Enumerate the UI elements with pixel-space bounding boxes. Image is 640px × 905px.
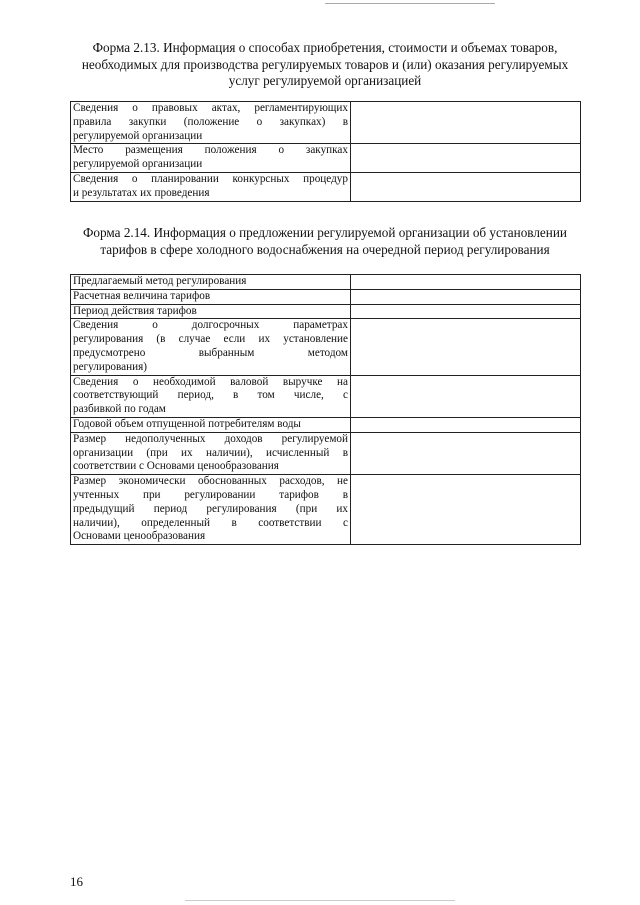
scan-edge-top <box>325 3 495 4</box>
row-value[interactable] <box>351 475 581 545</box>
table-row <box>71 417 581 432</box>
row-label-line: Сведения о правовых актах, регламентирующих <box>73 102 348 114</box>
row-label-line: и результатах их проведения <box>73 186 210 199</box>
row-value[interactable] <box>351 432 581 474</box>
row-label-line: Период действия тарифов <box>73 304 197 317</box>
table-row <box>71 475 581 545</box>
scan-edge-bottom <box>185 900 455 901</box>
row-value[interactable] <box>351 289 581 304</box>
row-label-line: регулирования (в случае если их установление <box>73 333 348 346</box>
row-label-line: Размер экономически обоснованных расходов, не <box>73 475 348 488</box>
table-row <box>71 172 581 201</box>
row-label-line: соответствии с Основами ценообразования <box>73 460 279 473</box>
row-label-line: Размер недополученных доходов регулируемой <box>73 432 348 445</box>
row-label-line: организации (при их наличии), исчисленный в <box>73 446 348 459</box>
title-line: Форма 2.13. Информация о способах приобретения, стоимости и объемах товаров, <box>92 40 558 55</box>
row-label <box>71 432 351 474</box>
row-label-line: регулирования) <box>73 360 147 373</box>
form-2-13-title <box>50 40 600 90</box>
row-label-line: регулируемой организации <box>73 158 203 171</box>
row-label-line: правила закупки (положение о закупках) в <box>73 115 348 128</box>
row-value[interactable] <box>351 417 581 432</box>
table-row <box>71 375 581 417</box>
row-value[interactable] <box>351 144 581 173</box>
table-row <box>71 102 581 144</box>
row-label-line: Расчетная величина тарифов <box>73 289 211 302</box>
row-label-line: предыдущий период регулирования (при их <box>73 502 348 515</box>
row-label-line: соответствующий период, в том числе, с <box>73 389 348 402</box>
row-label-line: Сведения о планировании конкурсных процедур <box>73 172 348 185</box>
row-label <box>71 304 351 319</box>
title-line: Форма 2.14. Информация о предложении регулируемой организации об установлении <box>83 225 567 240</box>
row-label-line: Годовой объем отпущенной потребителям воды <box>73 417 301 430</box>
title-line: услуг регулируемой организацией <box>228 73 422 88</box>
row-value[interactable] <box>351 319 581 375</box>
row-value[interactable] <box>351 275 581 290</box>
form-2-14-title <box>50 225 600 258</box>
row-value[interactable] <box>351 304 581 319</box>
table-row <box>71 275 581 290</box>
row-label-line: Место размещения положения о закупках <box>73 144 348 157</box>
row-label-line: регулируемой организации <box>73 129 203 142</box>
row-label-line: разбивкой по годам <box>73 403 166 416</box>
table-row <box>71 304 581 319</box>
row-value[interactable] <box>351 172 581 201</box>
table-row <box>71 289 581 304</box>
title-line: необходимых для производства регулируемых товаров и (или) оказания регулируемых <box>81 56 569 72</box>
row-value[interactable] <box>351 375 581 417</box>
row-label <box>71 275 351 290</box>
row-label-line: Основами ценообразования <box>73 530 206 543</box>
table-row <box>71 319 581 375</box>
page-number: 16 <box>70 874 83 889</box>
title-line: тарифов в сфере холодного водоснабжения на очередной период регулирования <box>100 241 550 257</box>
row-label <box>71 417 351 432</box>
form-2-14-table <box>70 274 581 545</box>
row-label <box>71 172 351 201</box>
form-2-13-table <box>70 101 581 202</box>
row-label <box>71 475 351 545</box>
row-label-line: Сведения о долгосрочных параметрах <box>73 319 348 332</box>
table-row <box>71 144 581 173</box>
row-label <box>71 102 351 144</box>
row-label-line: Сведения о необходимой валовой выручке на <box>73 375 348 388</box>
row-label <box>71 319 351 375</box>
table-row <box>71 432 581 474</box>
row-label-line: учтенных при регулировании тарифов в <box>73 488 348 501</box>
row-label-line: Предлагаемый метод регулирования <box>73 275 247 287</box>
row-label <box>71 375 351 417</box>
row-label <box>71 289 351 304</box>
row-label-line: наличии), определенный в соответствии с <box>73 516 348 529</box>
row-label-line: предусмотрено выбранным методом <box>73 346 348 359</box>
row-value[interactable] <box>351 102 581 144</box>
row-label <box>71 144 351 173</box>
